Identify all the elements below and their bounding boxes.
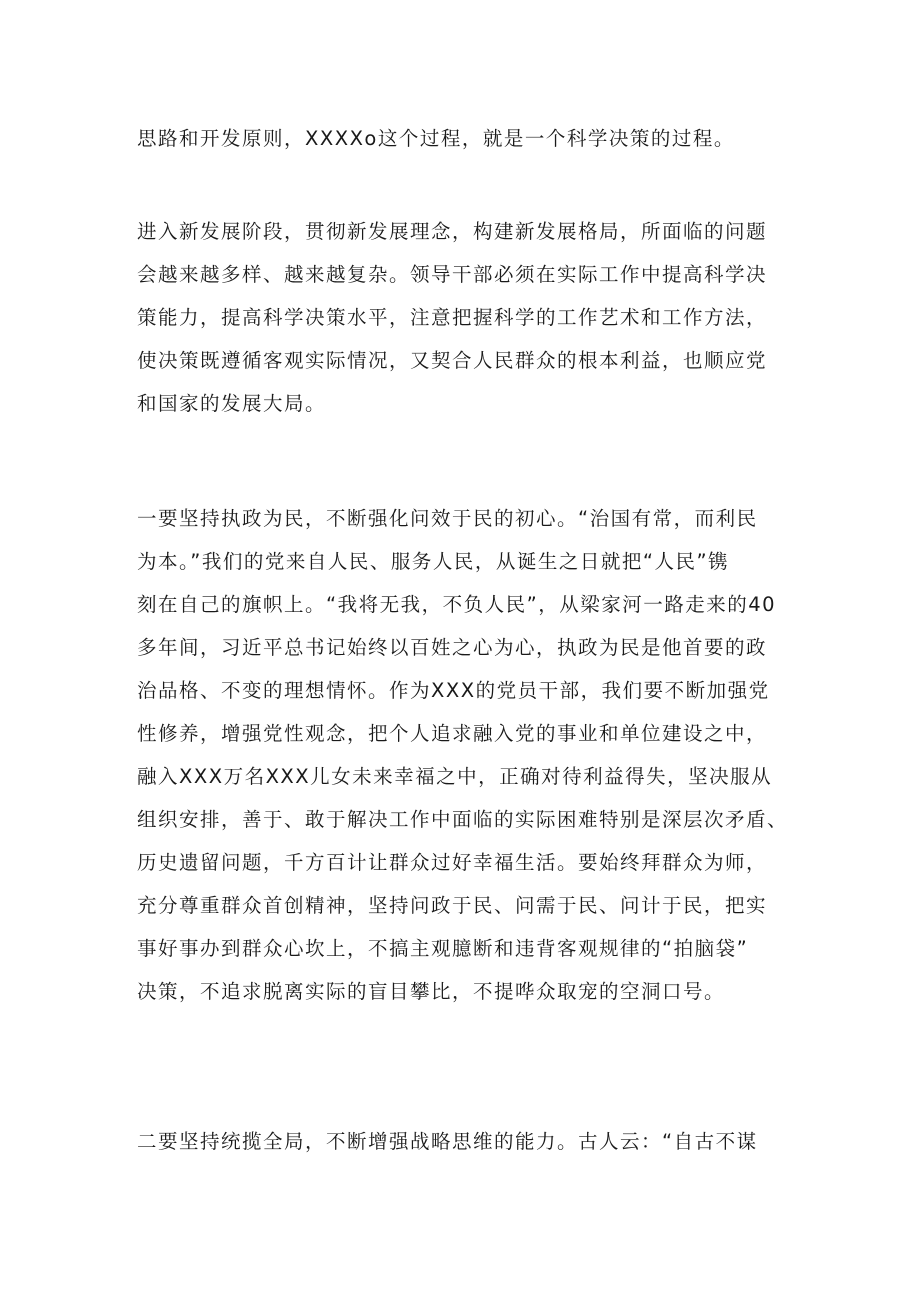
text-line: 思路和开发原则，XXXXo这个过程，就是一个科学决策的过程。 <box>137 127 735 150</box>
text-line: 使决策既遵循客观实际情况，又契合人民群众的根本利益，也顺应党 <box>137 349 768 372</box>
text-line: 策能力，提高科学决策水平，注意把握科学的工作艺术和工作方法， <box>137 306 768 329</box>
text-line: 会越来越多样、越来越复杂。领导干部必须在实际工作中提高科学决 <box>137 263 768 286</box>
text-line: 二要坚持统揽全局，不断增强战略思维的能力。古人云：“自古不谋 <box>137 1130 758 1153</box>
text-line: 融入XXX万名XXX儿女未来幸福之中，正确对待利益得失，坚决服从 <box>137 765 773 788</box>
text-line: 刻在自己的旗帜上。“我将无我，不负人民”，从梁家河一路走来的40 <box>137 593 777 616</box>
text-line: 历史遗留问题，千方百计让群众过好幸福生活。要始终拜群众为师， <box>137 851 768 874</box>
text-line: 和国家的发展大局。 <box>137 392 327 415</box>
text-line: 治品格、不变的理想情怀。作为XXX的党员干部，我们要不断加强党 <box>137 679 770 702</box>
paragraph-2 <box>137 210 797 425</box>
text-line: 事好事办到群众心坎上，不搞主观臆断和违背客观规律的“拍脑袋” <box>137 937 749 960</box>
text-line: 进入新发展阶段，贯彻新发展理念，构建新发展格局，所面临的问题 <box>137 220 768 243</box>
text-line: 多年间，习近平总书记始终以百姓之心为心，执政为民是他首要的政 <box>137 636 768 659</box>
paragraph-1 <box>137 117 797 160</box>
text-line: 决策，不追求脱离实际的盲目攀比，不提哗众取宠的空洞口号。 <box>137 980 726 1003</box>
text-line: 为本。”我们的党来自人民、服务人民，从诞生之日就把“人民”镌 <box>137 550 730 573</box>
text-line: 充分尊重群众首创精神，坚持问政于民、问需于民、问计于民，把实 <box>137 894 768 917</box>
text-line: 一要坚持执政为民，不断强化问效于民的初心。“治国有常，而利民 <box>137 507 758 530</box>
paragraph-4 <box>137 1120 797 1163</box>
text-line: 性修养，增强党性观念，把个人追求融入党的事业和单位建设之中， <box>137 722 768 745</box>
paragraph-3 <box>137 497 797 1013</box>
text-line: 组织安排，善于、敢于解决工作中面临的实际困难特别是深层次矛盾、 <box>137 808 789 831</box>
